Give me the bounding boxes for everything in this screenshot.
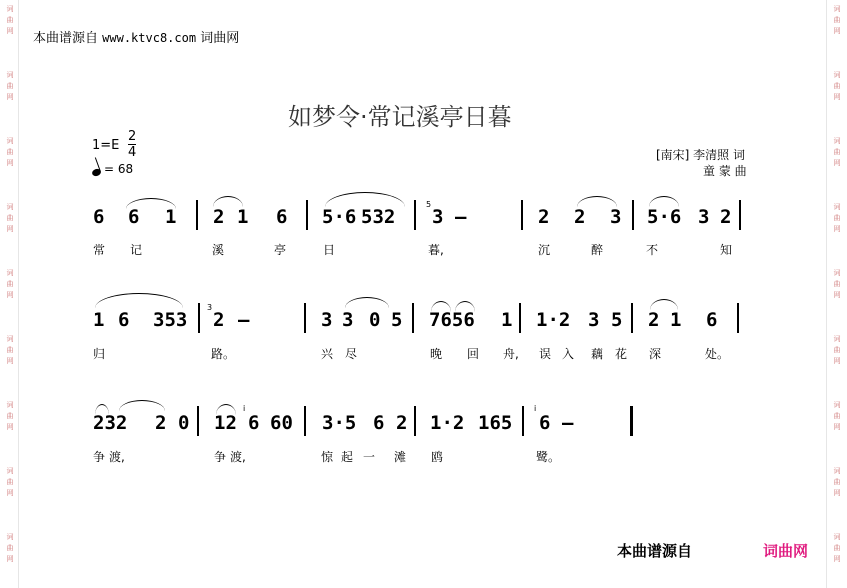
- slur: [119, 400, 165, 411]
- watermark-glyph: 词: [6, 335, 14, 343]
- watermark-glyph: 词: [6, 71, 14, 79]
- watermark-glyph: 词: [833, 467, 841, 475]
- note: 0: [178, 412, 190, 434]
- watermark-glyph: 网: [833, 489, 841, 497]
- lyric: 滩: [394, 450, 407, 464]
- note: 1: [165, 206, 177, 228]
- lyric: 尽: [345, 347, 358, 361]
- watermark-glyph: 词: [833, 401, 841, 409]
- lyric: 一: [363, 450, 376, 464]
- note: 3: [698, 206, 710, 228]
- lyricist-credit: [南宋] 李清照 词: [656, 148, 745, 162]
- lyric: 花: [615, 347, 628, 361]
- watermark-glyph: 曲: [6, 544, 14, 552]
- note: 60: [270, 412, 293, 434]
- lyric: 处。: [705, 347, 730, 361]
- watermark-glyph: 词: [833, 203, 841, 211]
- bar-line: [632, 200, 634, 230]
- lyric: 日: [323, 243, 336, 257]
- note: 1·2: [536, 309, 571, 331]
- watermark-glyph: 词: [6, 269, 14, 277]
- watermark-glyph: 曲: [6, 214, 14, 222]
- note: 1: [501, 309, 513, 331]
- dash: –: [562, 412, 574, 434]
- final-bar-line: [630, 406, 633, 436]
- note: 12: [214, 412, 237, 434]
- watermark-glyph: 词: [6, 401, 14, 409]
- note: 3: [432, 206, 444, 228]
- note: 2: [574, 206, 586, 228]
- note: 6: [539, 412, 551, 434]
- watermark-glyph: 曲: [833, 214, 841, 222]
- watermark-glyph: 曲: [6, 280, 14, 288]
- slur: [650, 299, 678, 310]
- note: 6: [248, 412, 260, 434]
- lyric: 藕: [591, 347, 604, 361]
- note: 2: [720, 206, 732, 228]
- watermark-glyph: 词: [6, 203, 14, 211]
- lyric: 记: [130, 243, 143, 257]
- note: 6: [373, 412, 385, 434]
- lyric: 渡,: [109, 450, 125, 464]
- lyric: 沉: [538, 243, 551, 257]
- watermark-glyph: 网: [6, 225, 14, 233]
- bar-line: [737, 303, 739, 333]
- slur: [577, 196, 617, 207]
- grace-note: i: [243, 404, 246, 413]
- lyric: 深: [649, 347, 662, 361]
- score-row-3: [93, 404, 753, 452]
- source-url[interactable]: www.ktvc8.com: [102, 31, 197, 45]
- note: 2: [396, 412, 408, 434]
- watermark-glyph: 网: [833, 159, 841, 167]
- note: 2: [155, 412, 167, 434]
- note: 532: [361, 206, 396, 228]
- slur: [455, 301, 475, 312]
- lyric: 路。: [211, 347, 236, 361]
- lyric: 暮,: [428, 243, 444, 257]
- lyric: 争: [214, 450, 227, 464]
- note: 1: [237, 206, 249, 228]
- watermark-glyph: 词: [6, 533, 14, 541]
- slur: [126, 198, 176, 209]
- watermark-glyph: 曲: [833, 412, 841, 420]
- watermark-glyph: 词: [833, 335, 841, 343]
- lyric: 惊: [321, 450, 334, 464]
- note: 3·5: [322, 412, 357, 434]
- watermark-glyph: 网: [6, 357, 14, 365]
- source-suffix: 词曲网: [200, 31, 240, 46]
- watermark-glyph: 网: [833, 225, 841, 233]
- note: 6: [118, 309, 130, 331]
- note: 6: [93, 206, 105, 228]
- note: 5: [611, 309, 623, 331]
- lyric: 舟,: [503, 347, 519, 361]
- slur: [216, 404, 236, 415]
- tempo-marking: [92, 162, 133, 176]
- footer-source-label: 本曲谱源自: [617, 542, 693, 560]
- watermark-glyph: 曲: [833, 346, 841, 354]
- slur: [95, 404, 109, 415]
- watermark-glyph: 曲: [6, 346, 14, 354]
- grace-note: i: [534, 404, 537, 413]
- bar-line: [304, 303, 306, 333]
- time-signature: [128, 129, 136, 160]
- dash: –: [455, 206, 467, 228]
- lyric: 回: [467, 347, 480, 361]
- slur: [213, 196, 243, 207]
- key-signature: 1=E: [92, 138, 120, 153]
- watermark-glyph: 曲: [6, 82, 14, 90]
- lyric: 争: [93, 450, 106, 464]
- lyric: 知: [720, 243, 733, 257]
- watermark-glyph: 曲: [833, 544, 841, 552]
- score-row-1: [93, 200, 753, 246]
- note: 3: [610, 206, 622, 228]
- watermark-glyph: 网: [6, 93, 14, 101]
- bar-line: [631, 303, 633, 333]
- watermark-glyph: 词: [833, 533, 841, 541]
- watermark-glyph: 词: [833, 71, 841, 79]
- watermark-glyph: 曲: [6, 16, 14, 24]
- watermark-glyph: 曲: [6, 412, 14, 420]
- note: 2: [648, 309, 660, 331]
- lyric: 起: [341, 450, 354, 464]
- watermark-glyph: 词: [6, 5, 14, 13]
- note: 6: [128, 206, 140, 228]
- bar-line: [197, 406, 199, 436]
- watermark-glyph: 网: [833, 93, 841, 101]
- lyric: 不: [646, 243, 659, 257]
- note: 232: [93, 412, 128, 434]
- watermark-glyph: 词: [833, 269, 841, 277]
- slur: [325, 192, 405, 207]
- quarter-note-icon: [91, 168, 102, 178]
- note: 6: [276, 206, 288, 228]
- bar-line: [522, 406, 524, 436]
- slur: [95, 293, 183, 308]
- watermark-glyph: 网: [6, 27, 14, 35]
- note: 1·2: [430, 412, 465, 434]
- time-bottom: 4: [128, 145, 137, 160]
- lyric: 入: [562, 347, 575, 361]
- note: 5·6: [647, 206, 682, 228]
- lyric-row-3: [93, 448, 753, 488]
- note: 3: [342, 309, 354, 331]
- watermark-glyph: 曲: [833, 280, 841, 288]
- bar-line: [306, 200, 308, 230]
- source-header: [33, 27, 239, 46]
- watermark-glyph: 网: [833, 291, 841, 299]
- score-row-2: [93, 303, 753, 349]
- bar-line: [304, 406, 306, 436]
- watermark-glyph: 网: [6, 159, 14, 167]
- note: 2: [213, 206, 225, 228]
- watermark-glyph: 曲: [833, 478, 841, 486]
- dash: –: [238, 309, 250, 331]
- bar-line: [414, 200, 416, 230]
- bar-line: [739, 200, 741, 230]
- note: 3: [321, 309, 333, 331]
- note: 1: [670, 309, 682, 331]
- slur: [649, 196, 679, 207]
- lyric: 亭: [274, 243, 287, 257]
- bar-line: [196, 200, 198, 230]
- footer-site-logo[interactable]: 词曲网: [763, 542, 809, 560]
- note: 353: [153, 309, 188, 331]
- note: 7656: [429, 309, 475, 331]
- lyric-row-1: [93, 241, 753, 281]
- note: 5: [391, 309, 403, 331]
- lyric: 兴: [321, 347, 334, 361]
- bar-line: [412, 303, 414, 333]
- grace-note: 5: [426, 200, 432, 209]
- grace-note: 3: [207, 303, 213, 312]
- note: 5·6: [322, 206, 357, 228]
- watermark-glyph: 曲: [6, 478, 14, 486]
- watermark-glyph: 曲: [6, 148, 14, 156]
- slur: [431, 301, 451, 312]
- watermark-glyph: 网: [6, 291, 14, 299]
- watermark-glyph: 网: [6, 489, 14, 497]
- lyric: 渡,: [230, 450, 246, 464]
- source-prefix: 本曲谱源自: [33, 31, 99, 46]
- watermark-glyph: 网: [833, 555, 841, 563]
- watermark-glyph: 网: [833, 423, 841, 431]
- watermark-glyph: 词: [6, 137, 14, 145]
- watermark-glyph: 网: [6, 423, 14, 431]
- lyric: 鸥: [431, 450, 444, 464]
- lyric-row-2: [93, 345, 753, 385]
- lyric: 归: [93, 347, 106, 361]
- bar-line: [198, 303, 200, 333]
- note: 165: [478, 412, 513, 434]
- watermark-glyph: 曲: [833, 82, 841, 90]
- tempo-value: = 68: [104, 162, 134, 176]
- lyric: 晚: [430, 347, 443, 361]
- note: 2: [213, 309, 225, 331]
- note: 2: [538, 206, 550, 228]
- watermark-glyph: 网: [833, 27, 841, 35]
- note: 6: [706, 309, 718, 331]
- lyric: 溪: [212, 243, 225, 257]
- lyric: 鹭。: [536, 450, 561, 464]
- composer-credit: 童 蒙 曲: [703, 164, 747, 178]
- watermark-glyph: 网: [6, 555, 14, 563]
- watermark-glyph: 曲: [833, 16, 841, 24]
- page-title: 如梦令·常记溪亭日暮: [288, 103, 512, 131]
- bar-line: [521, 200, 523, 230]
- note: 3: [588, 309, 600, 331]
- slur: [345, 297, 389, 308]
- lyric: 常: [93, 243, 106, 257]
- watermark-glyph: 词: [833, 5, 841, 13]
- note: 0: [369, 309, 381, 331]
- time-top: 2: [128, 129, 137, 144]
- bar-line: [519, 303, 521, 333]
- watermark-glyph: 网: [833, 357, 841, 365]
- bar-line: [414, 406, 416, 436]
- watermark-glyph: 曲: [833, 148, 841, 156]
- lyric: 误: [539, 347, 552, 361]
- note: 1: [93, 309, 105, 331]
- watermark-glyph: 词: [833, 137, 841, 145]
- lyric: 醉: [591, 243, 604, 257]
- watermark-glyph: 词: [6, 467, 14, 475]
